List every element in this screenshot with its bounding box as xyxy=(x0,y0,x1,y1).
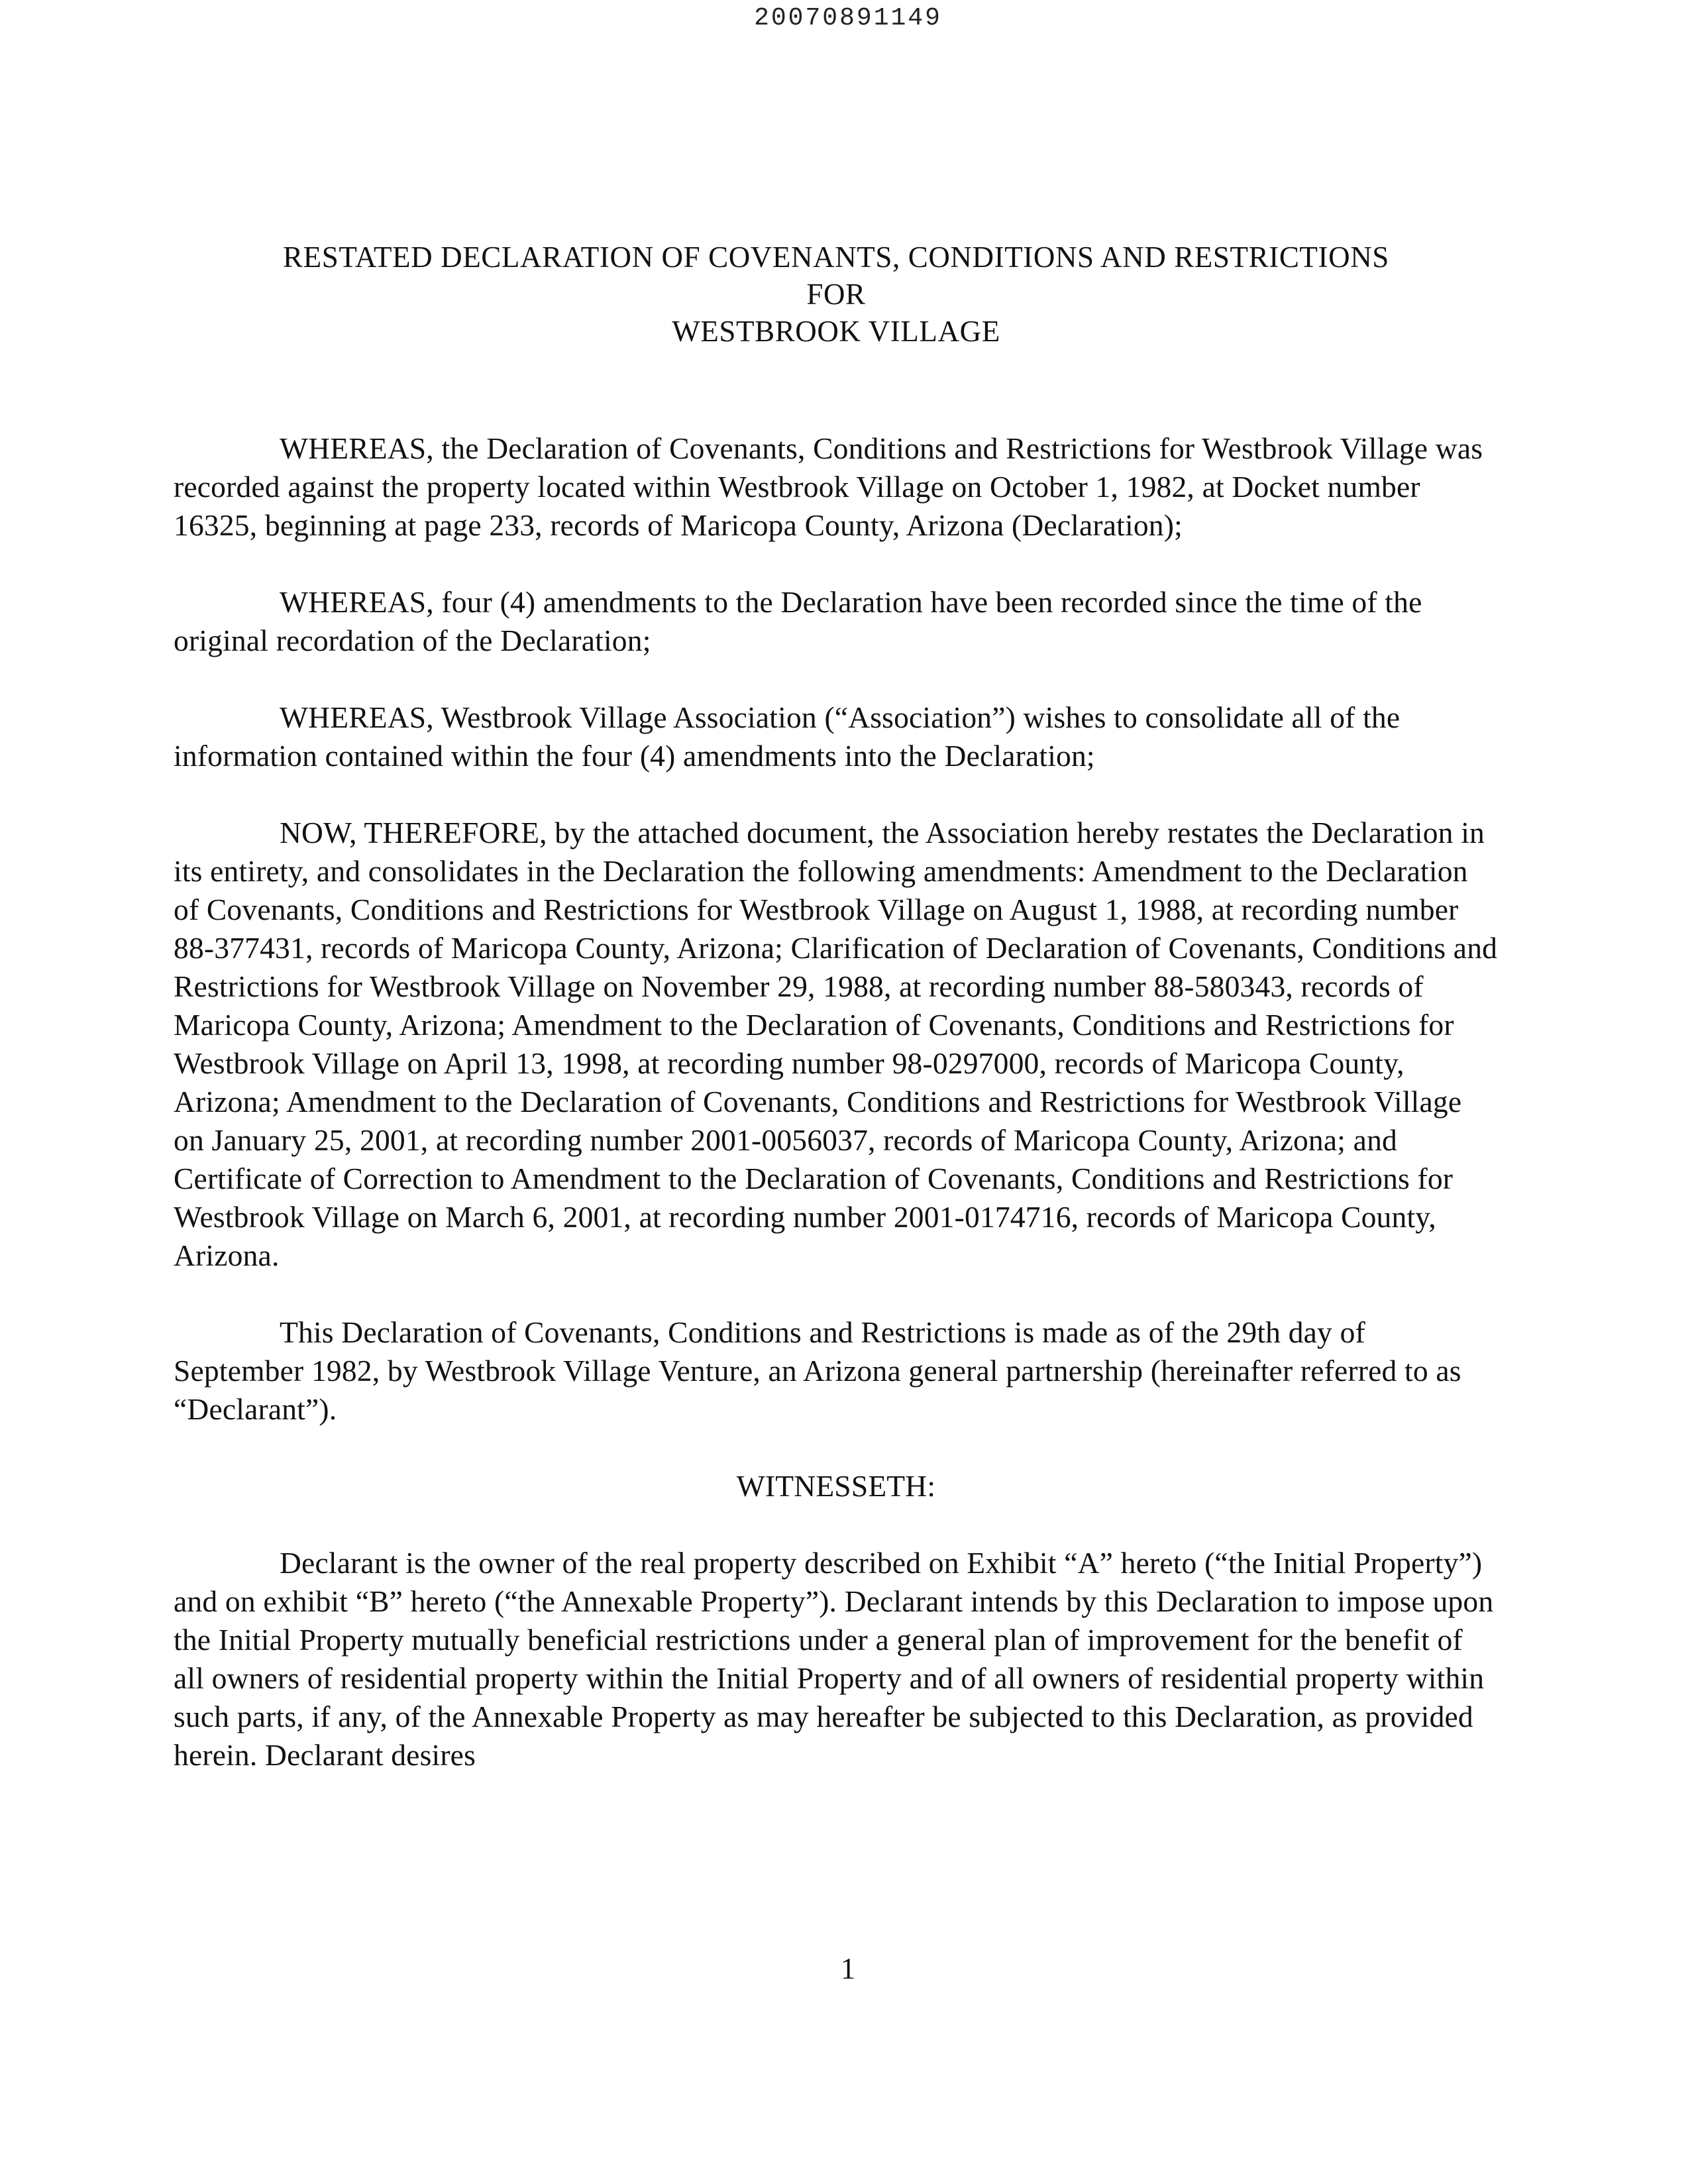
whereas-consolidate-paragraph: WHEREAS, Westbrook Village Association (“Association”) wishes to consolidate all of the information contained within the four (4) amendments into the Declaration; xyxy=(174,700,1401,773)
declarant-owner-paragraph: Declarant is the owner of the real property described on Exhibit “A” hereto (“the Initial Property”) and on exhibit “B” hereto (“the Annexable Property”). Declarant intends by this Declaration to impose upon the Initial Property mutually beneficial restrictions under a general plan of improvement for the benefit of all owners of residential property within the Initial Property and of all owners of residential property within such parts, if any, of the Annexable Property as may hereafter be subjected to this Declaration, as provided herein. Declarant desires xyxy=(174,1546,1494,1772)
page-number: 1 xyxy=(840,1952,856,1985)
document-title xyxy=(174,239,1499,350)
title-line-2: FOR xyxy=(806,278,866,311)
now-therefore-paragraph: NOW, THEREFORE, by the attached document, the Association hereby restates the Declaration in its entirety, and consolidates in the Declaration the following amendments: Amendment to the Declaration of Covenants, Conditions and Restrictions for Westbrook Village on August 1, 1988, at recording number 88-377431, records of Maricopa County, Arizona; Clarification of Declaration of Covenants, Conditions and Restrictions for Westbrook Village on November 29, 1988, at recording number 88-580343, records of Maricopa County, Arizona; Amendment to the Declaration of Covenants, Conditions and Restrictions for Westbrook Village on April 13, 1998, at recording number 98-0297000, records of Maricopa County, Arizona; Amendment to the Declaration of Covenants, Conditions and Restrictions for Westbrook Village on January 25, 2001, at recording number 2001-0056037, records of Maricopa County, Arizona; and Certificate of Correction to Amendment to the Declaration of Covenants, Conditions and Restrictions for Westbrook Village on March 6, 2001, at recording number 2001-0174716, records of Maricopa County, Arizona. xyxy=(174,816,1498,1272)
title-line-3: WESTBROOK VILLAGE xyxy=(672,315,1000,348)
whereas-amendments-paragraph: WHEREAS, four (4) amendments to the Declaration have been recorded since the time of the original recordation of the Declaration; xyxy=(174,585,1422,657)
title-line-1: RESTATED DECLARATION OF COVENANTS, CONDITIONS AND RESTRICTIONS xyxy=(283,241,1389,274)
document-page xyxy=(174,239,1499,1813)
whereas-recorded-paragraph: WHEREAS, the Declaration of Covenants, Conditions and Restrictions for Westbrook Village was recorded against the property located within Westbrook Village on October 1, 1982, at Docket number 16325, beginning at page 233, records of Maricopa County, Arizona (Declaration); xyxy=(174,431,1483,542)
recording-number: 20070891149 xyxy=(754,4,942,32)
declaration-made-paragraph: This Declaration of Covenants, Conditions and Restrictions is made as of the 29th day of September 1982, by Westbrook Village Venture, an Arizona general partnership (hereinafter referred to as “Declarant”). xyxy=(174,1315,1461,1426)
witnesseth-heading: WITNESSETH: xyxy=(736,1469,936,1503)
